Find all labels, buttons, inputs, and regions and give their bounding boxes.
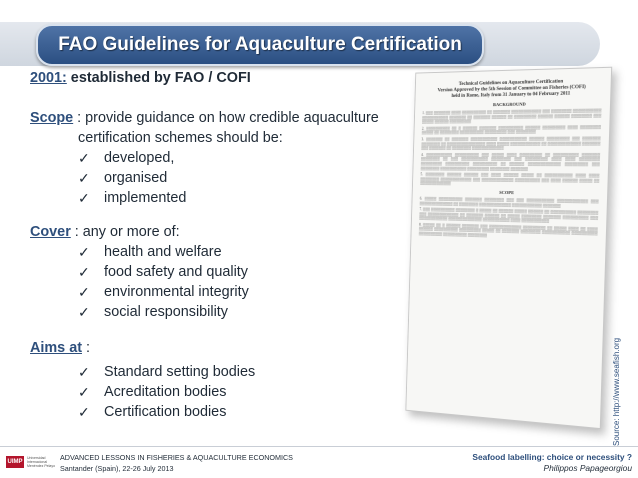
aims-line: [30, 338, 400, 358]
document-paragraph: 8. ▒▒▒▒▒ ▒▒ ▒ ▒▒▒▒▒▒ ▒▒▒▒▒▒▒ ▒▒▒ ▒▒▒▒▒▒▒▒▒▒▒▒▒ ▒▒▒▒▒▒▒▒▒ ▒▒ ▒▒▒▒▒ ▒▒▒▒ ▒▒ ▒▒▒▒ ▒▒▒▒▒▒ ▒▒▒▒▒▒▒▒▒▒ ▒▒▒▒▒▒▒▒▒ ▒▒▒▒▒ ▒▒ ▒▒▒▒▒▒▒ ▒▒▒▒▒▒▒▒ ▒▒▒▒▒▒▒▒▒▒▒ ▒▒▒▒▒▒▒▒▒▒ ▒▒▒▒▒▒▒▒▒▒ ▒▒▒▒▒▒▒▒▒▒ ▒▒▒▒▒▒▒▒: [418, 222, 598, 238]
check-icon: ✓: [78, 190, 90, 206]
cover-line: [30, 222, 400, 242]
document-paragraph: 1. ▒▒▒ ▒▒▒▒▒▒▒ ▒▒▒▒ ▒▒▒▒▒▒▒▒▒▒ ▒▒ ▒▒▒▒▒▒▒ ▒▒▒▒▒▒▒▒▒▒▒▒ ▒▒▒ ▒▒▒▒▒▒▒▒ ▒▒▒▒▒▒▒▒▒▒▒ ▒▒▒▒▒▒▒▒▒▒▒ ▒▒▒▒▒▒▒ ▒▒ ▒▒▒▒▒▒▒ ▒▒▒▒▒▒ ▒▒ ▒▒▒▒▒▒▒▒▒ ▒▒▒▒▒▒ ▒▒▒▒▒▒ ▒▒▒▒▒▒▒▒ ▒▒▒ ▒▒▒▒▒ ▒▒▒▒▒▒ ▒▒▒▒▒▒▒▒▒: [422, 108, 602, 125]
scope-item: ✓ developed,: [78, 150, 175, 166]
scope-text: : provide guidance on how credible aquaculture: [73, 110, 379, 126]
aims-label: Aims at: [30, 340, 82, 356]
course-place-date: Santander (Spain), 22-26 July 2013: [60, 464, 174, 473]
check-icon: ✓: [78, 404, 90, 420]
document-heading: Technical Guidelines on Aquaculture Certification: [458, 79, 564, 88]
check-icon: ✓: [78, 384, 90, 400]
cover-label: Cover: [30, 224, 71, 240]
footer-left: [60, 453, 293, 473]
slide-body: [30, 66, 400, 422]
scope-label: Scope: [30, 110, 74, 126]
scope-line: [30, 108, 400, 128]
aims-item: ✓ Standard setting bodies: [78, 364, 256, 380]
document-paragraph: 3. ▒▒▒▒▒▒▒ ▒▒ ▒▒▒▒▒▒▒ ▒▒▒▒▒▒▒▒▒▒▒ ▒▒▒▒▒▒▒▒▒▒▒ ▒▒▒▒▒▒ ▒▒▒▒▒▒▒▒▒ ▒▒▒ ▒▒▒▒▒▒▒ ▒▒▒▒▒▒▒▒ ▒▒ ▒▒▒▒▒▒▒▒▒▒▒▒▒▒▒▒ ▒▒▒▒ ▒▒▒▒▒ ▒▒▒▒▒▒▒▒▒▒▒▒ ▒▒ ▒▒▒▒▒▒▒▒▒▒▒▒▒ ▒▒▒▒▒▒▒ ▒▒▒ ▒▒▒▒▒▒▒ ▒▒ ▒▒▒▒▒▒▒▒ ▒▒▒▒▒▒▒▒▒▒▒▒▒: [421, 136, 601, 151]
established-text: established by FAO / COFI: [66, 70, 251, 86]
scope-line-2: certification schemes should be:: [78, 130, 283, 146]
cover-item: ✓ food safety and quality: [78, 264, 249, 280]
check-icon: ✓: [78, 284, 90, 300]
check-icon: ✓: [78, 150, 90, 166]
scope-item: ✓ organised: [78, 170, 168, 186]
document-section-scope: SCOPE: [499, 189, 515, 196]
check-icon: ✓: [78, 244, 90, 260]
established-year: 2001:: [30, 70, 67, 86]
presenter-name: Philippos Papageorgiou: [543, 463, 632, 473]
cover-item: ✓ health and welfare: [78, 244, 222, 260]
document-section-background: BACKGROUND: [492, 101, 526, 108]
course-title: ADVANCED LESSONS IN FISHERIES & AQUACULTURE ECONOMICS: [60, 453, 293, 462]
guidelines-document-image: [405, 67, 612, 429]
footer-right: [472, 452, 632, 473]
document-paragraph: 4. ▒▒▒▒▒▒▒▒▒▒▒ ▒▒▒▒▒▒▒▒▒▒ ▒▒▒ ▒▒▒▒▒ ▒▒▒▒ ▒▒▒▒▒▒▒▒▒ ▒▒ ▒▒▒▒▒▒▒▒▒▒ ▒▒▒▒▒▒▒ ▒▒▒▒▒▒▒▒ ▒▒ ▒▒▒ ▒▒▒▒▒▒▒▒▒▒▒ ▒▒▒▒▒▒▒▒ ▒▒▒ ▒▒▒▒▒▒▒▒▒ ▒▒▒▒ ▒▒▒▒ ▒▒▒▒▒▒▒▒ ▒▒▒▒▒▒▒▒▒ ▒▒▒▒▒▒▒▒▒▒ ▒▒▒▒▒▒▒▒▒▒ ▒▒ ▒▒▒▒▒▒ ▒▒▒▒▒▒▒▒▒▒▒▒▒ ▒▒▒▒▒▒▒▒▒ ▒▒▒ ▒▒▒▒▒▒▒▒ ▒▒▒▒▒▒▒▒▒▒▒ ▒▒▒▒▒▒▒▒▒ ▒▒▒▒▒▒▒▒ ▒▒▒▒▒▒▒: [420, 152, 601, 171]
cover-item: ✓ environmental integrity: [78, 284, 249, 300]
aims-text: :: [81, 340, 90, 356]
cover-item: ✓ social responsibility: [78, 304, 228, 320]
document-heading-3: held in Rome, Italy from 31 January to 04 February 2011: [451, 91, 571, 99]
presentation-topic: Seafood labelling: choice or necessity ?: [472, 452, 632, 462]
slide-title: FAO Guidelines for Aquaculture Certification: [58, 34, 462, 55]
established-line: [30, 68, 400, 88]
document-heading-2: Version Approved by the 5th Session of Committee on Fisheries (COFI): [437, 84, 586, 94]
source-credit: Source: http://www.seafish.org: [612, 337, 621, 446]
scope-item: ✓ implemented: [78, 190, 187, 206]
document-paragraph: 7. ▒▒▒ ▒▒▒▒▒▒▒▒▒▒ ▒▒▒▒▒▒▒▒ ▒ ▒▒▒▒▒ ▒▒ ▒▒▒▒▒▒ ▒▒▒▒▒ ▒▒▒▒▒▒ ▒▒ ▒▒▒▒▒▒▒▒▒▒ ▒▒▒▒▒▒▒▒ ▒▒▒ ▒▒▒▒▒▒▒▒▒▒▒▒▒ ▒▒ ▒▒▒▒▒▒▒ ▒▒▒▒▒▒ ▒▒ ▒▒▒▒▒ ▒▒▒▒▒▒▒▒ ▒▒▒▒▒▒▒ ▒▒▒▒▒▒▒▒▒▒ ▒▒▒ ▒▒▒▒▒▒▒▒▒▒▒▒ ▒▒▒▒▒▒▒▒▒▒▒▒▒▒ ▒▒▒▒▒▒▒▒▒▒▒ ▒▒▒▒ ▒▒▒▒▒▒▒▒▒▒▒: [419, 207, 599, 224]
aims-item: ✓ Certification bodies: [78, 404, 227, 420]
footer-divider: [0, 446, 638, 447]
title-banner: [36, 24, 484, 66]
check-icon: ✓: [78, 364, 90, 380]
aims-item: ✓ Acreditation bodies: [78, 384, 227, 400]
cover-text: : any or more of:: [70, 224, 180, 240]
document-paragraph: 6. ▒▒▒▒▒ ▒▒▒▒▒▒▒▒▒▒ ▒▒▒▒▒▒▒ ▒▒▒▒▒▒▒▒ ▒▒▒ ▒▒▒ ▒▒▒▒▒▒▒▒▒▒▒ ▒▒▒▒▒▒▒▒▒▒▒▒ ▒▒▒ ▒▒▒▒▒▒▒▒▒▒▒▒▒▒ ▒▒ ▒▒▒▒▒▒▒▒ ▒▒▒▒▒▒▒▒▒▒▒▒▒ ▒▒▒▒▒▒▒▒▒▒▒▒ ▒▒▒▒▒▒▒: [419, 196, 599, 208]
check-icon: ✓: [78, 304, 90, 320]
check-icon: ✓: [78, 264, 90, 280]
document-paragraph: 2. ▒▒▒▒▒▒▒▒▒▒ ▒▒ ▒ ▒▒▒▒▒▒ ▒▒▒▒▒▒▒ ▒▒▒▒▒▒▒▒▒▒ ▒▒▒▒▒▒ ▒▒▒▒▒▒▒▒▒ ▒▒▒▒ ▒▒▒▒▒▒▒▒ ▒▒▒▒▒ ▒▒ ▒▒▒▒▒▒▒▒ ▒▒▒▒▒▒▒▒▒▒ ▒▒▒▒▒▒▒▒▒ ▒▒▒ ▒▒▒▒▒▒▒▒: [421, 124, 602, 135]
uimp-logo: UIMP: [6, 456, 24, 468]
uimp-logo-text: Universidad Internacional Menéndez Pelayo: [27, 456, 56, 468]
check-icon: ✓: [78, 170, 90, 186]
document-paragraph: 5. ▒▒▒▒▒▒▒▒ ▒▒▒▒▒▒ ▒▒▒▒▒▒ ▒▒▒ ▒▒▒▒ ▒▒▒▒▒▒ ▒▒▒▒▒ ▒▒ ▒▒▒▒▒▒▒▒▒▒▒ ▒▒▒▒ ▒▒▒▒ ▒▒▒▒▒▒▒▒ ▒▒▒▒▒▒▒▒▒▒▒▒▒ ▒▒▒ ▒▒▒▒▒▒▒▒▒▒▒▒▒ ▒▒▒▒▒▒▒▒▒▒ ▒▒▒ ▒▒▒▒ ▒▒▒▒▒▒ ▒▒▒▒▒ ▒▒ ▒▒▒▒▒▒▒▒▒▒▒▒▒: [420, 172, 600, 186]
